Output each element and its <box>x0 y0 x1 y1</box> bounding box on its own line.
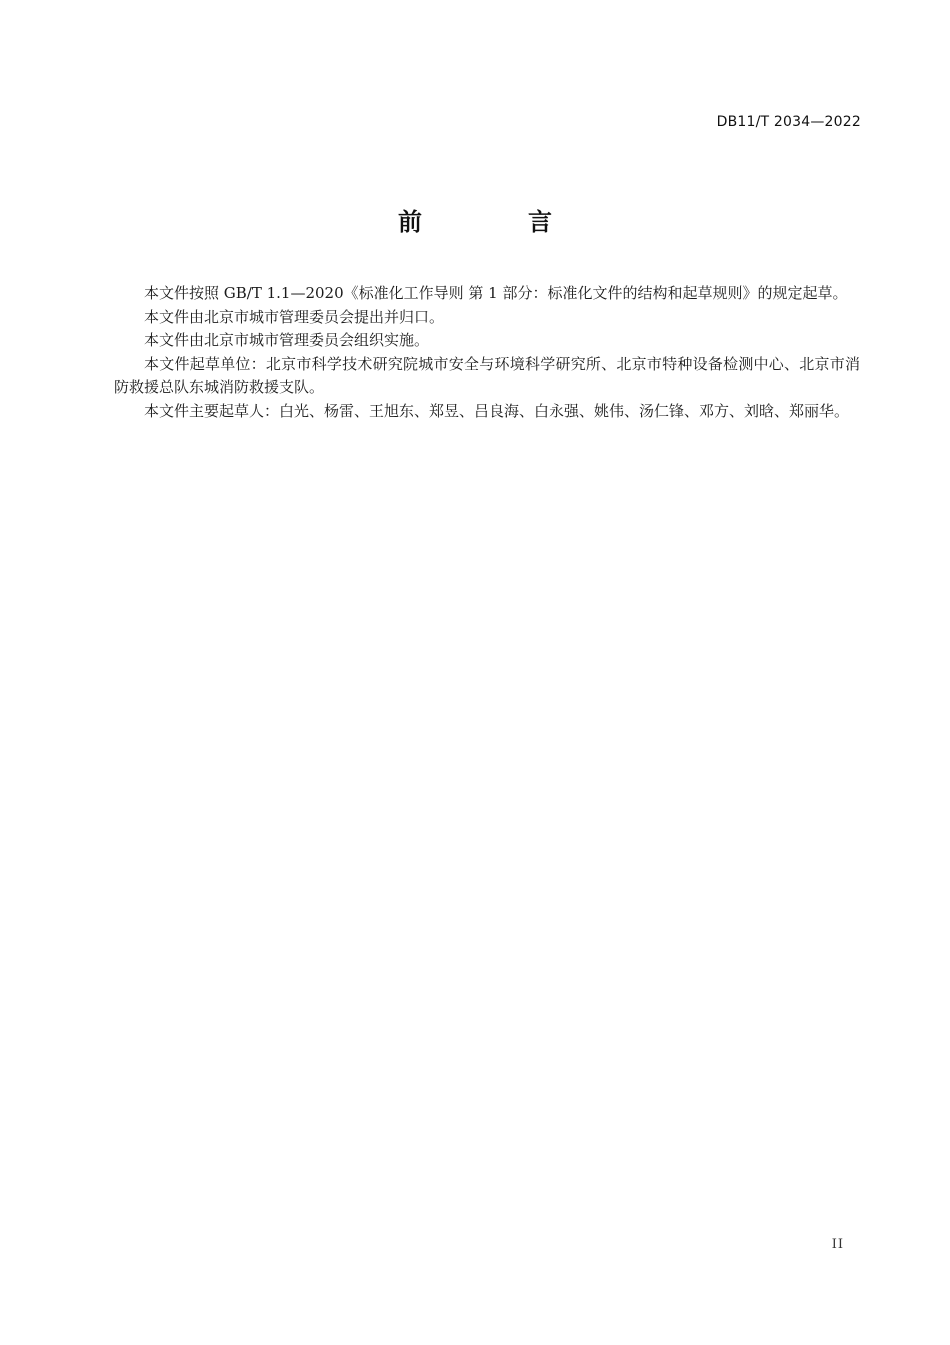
title-char-2: 言 <box>528 208 552 236</box>
paragraph-drafting-rules: 本文件按照 GB/T 1.1—2020《标准化工作导则 第 1 部分：标准化文件的结构和起草规则》的规定起草。 <box>144 284 848 302</box>
paragraph-drafters: 本文件主要起草人：白光、杨雷、王旭东、郑昱、吕良海、白永强、姚伟、汤仁锋、邓方、刘晗、郑丽华。 <box>144 401 850 420</box>
paragraph-drafting-units: 本文件起草单位：北京市科学技术研究院城市安全与环境科学研究所、北京市特种设备检测中心、北京市消防救援总队东城消防救援支队。 <box>114 354 860 396</box>
title-char-1: 前 <box>398 208 422 236</box>
document-code: DB11/T 2034—2022 <box>716 114 861 130</box>
foreword-body <box>114 282 860 423</box>
page-number: II <box>831 1237 844 1252</box>
section-title <box>0 202 950 237</box>
paragraph-implementer: 本文件由北京市城市管理委员会组织实施。 <box>144 331 430 349</box>
paragraph-proposer: 本文件由北京市城市管理委员会提出并归口。 <box>144 307 445 326</box>
